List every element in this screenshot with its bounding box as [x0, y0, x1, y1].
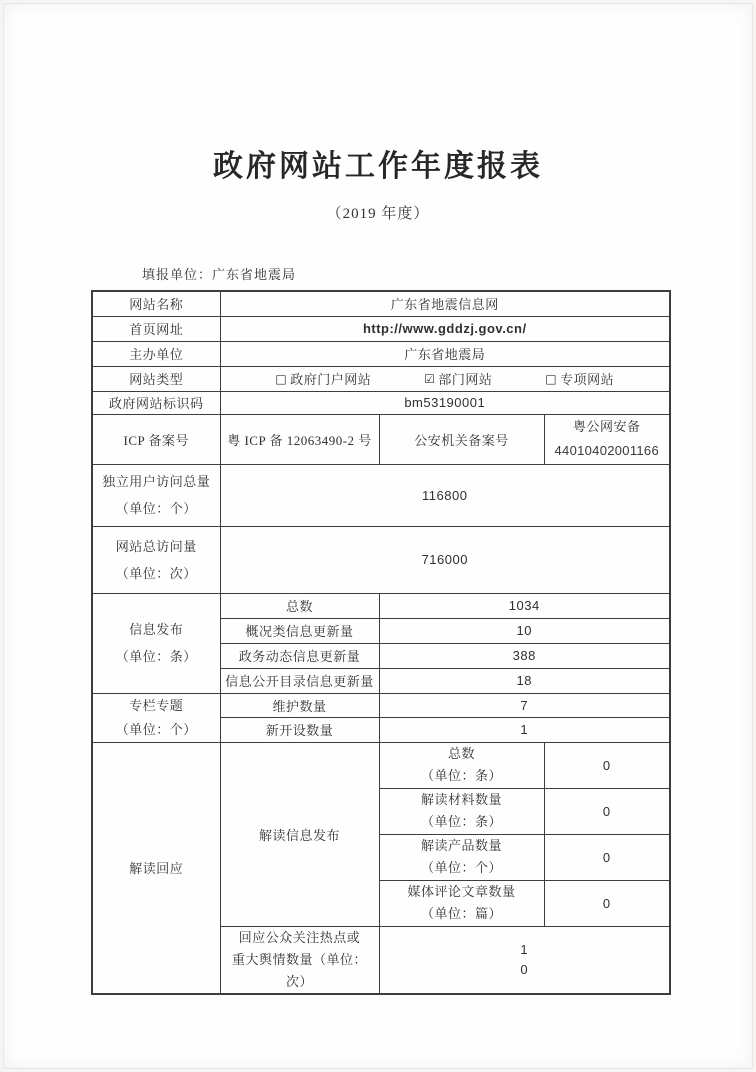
- checkbox-unchecked-icon: □: [545, 372, 558, 386]
- total-visits-label: 网站总访问量 （单位：次）: [92, 526, 220, 593]
- interpretation-label: 解读回应: [92, 742, 220, 994]
- unique-visitors-value: 116800: [220, 464, 670, 526]
- response-hotspot-label: 回应公众关注热点或 重大舆情数量（单位：次）: [220, 926, 379, 994]
- table-row: [92, 414, 670, 464]
- sponsor-value: 广东省地震局: [220, 341, 670, 366]
- site-type-option-label: 部门网站: [438, 372, 493, 387]
- icp-label: ICP 备案号: [92, 414, 220, 464]
- filler-unit-line: 填报单位：广东省地震局: [142, 267, 297, 282]
- total-visits-value: 716000: [220, 526, 670, 593]
- interpretation-item-value: 0: [544, 834, 670, 880]
- info-publish-item-label: 信息公开目录信息更新量: [220, 668, 379, 693]
- info-publish-item-label: 政务动态信息更新量: [220, 643, 379, 668]
- special-columns-item-value: 7: [379, 693, 670, 718]
- site-name-value: 广东省地震信息网: [220, 291, 670, 316]
- info-publish-item-value: 388: [379, 643, 670, 668]
- checkbox-unchecked-icon: □: [275, 372, 288, 386]
- site-type-option: [545, 369, 614, 388]
- page-title: 政府网站工作年度报表: [213, 150, 543, 183]
- checkbox-checked-icon: ☑: [424, 372, 436, 386]
- site-type-option-label: 政府门户网站: [290, 372, 372, 387]
- table-row: [92, 464, 670, 526]
- info-publish-item-label: 概况类信息更新量: [220, 618, 379, 643]
- interpretation-item-label: 总数 （单位：条）: [379, 742, 544, 788]
- table-row: [92, 526, 670, 593]
- special-columns-item-value: 1: [379, 718, 670, 743]
- table-row: [92, 693, 670, 718]
- interpretation-item-value: 0: [544, 880, 670, 926]
- police-filing-label: 公安机关备案号: [379, 414, 544, 464]
- info-publish-item-value: 18: [379, 668, 670, 693]
- info-publish-item-value: 1034: [379, 593, 670, 618]
- interpretation-item-label: 解读材料数量 （单位：条）: [379, 788, 544, 834]
- table-row: [92, 742, 670, 788]
- special-columns-label: 专栏专题 （单位：个）: [92, 693, 220, 742]
- police-filing-value: 粤公网安备 44010402001166: [544, 414, 670, 464]
- home-url-label: 首页网址: [92, 316, 220, 341]
- site-type-option: [275, 369, 371, 388]
- table-row: [92, 366, 670, 391]
- unique-visitors-label: 独立用户访问总量 （单位：个）: [92, 464, 220, 526]
- page-subtitle: （2019 年度）: [326, 206, 430, 222]
- site-code-value: bm53190001: [220, 391, 670, 414]
- interpretation-item-value: 0: [544, 788, 670, 834]
- table-row: [92, 593, 670, 618]
- site-code-label: 政府网站标识码: [92, 391, 220, 414]
- document-page: [3, 3, 753, 1069]
- site-type-label: 网站类型: [92, 366, 220, 391]
- interpretation-item-label: 媒体评论文章数量 （单位：篇）: [379, 880, 544, 926]
- info-publish-item-label: 总数: [220, 593, 379, 618]
- table-row: [92, 291, 670, 316]
- interpretation-publish-label: 解读信息发布: [220, 742, 379, 926]
- info-publish-label: 信息发布 （单位：条）: [92, 593, 220, 693]
- table-row: [92, 316, 670, 341]
- annual-report-table: [91, 290, 671, 995]
- site-type-option-label: 专项网站: [560, 372, 615, 387]
- home-url-value: http://www.gddzj.gov.cn/: [220, 316, 670, 341]
- site-type-option: [424, 369, 492, 388]
- interpretation-item-value: 0: [544, 742, 670, 788]
- site-name-label: 网站名称: [92, 291, 220, 316]
- response-hotspot-value: 1 0: [379, 926, 670, 994]
- info-publish-item-value: 10: [379, 618, 670, 643]
- table-row: [92, 391, 670, 414]
- interpretation-item-label: 解读产品数量 （单位：个）: [379, 834, 544, 880]
- sponsor-label: 主办单位: [92, 341, 220, 366]
- special-columns-item-label: 维护数量: [220, 693, 379, 718]
- table-row: [92, 341, 670, 366]
- icp-value: 粤 ICP 备 12063490-2 号: [220, 414, 379, 464]
- site-type-options: [220, 366, 670, 391]
- special-columns-item-label: 新开设数量: [220, 718, 379, 743]
